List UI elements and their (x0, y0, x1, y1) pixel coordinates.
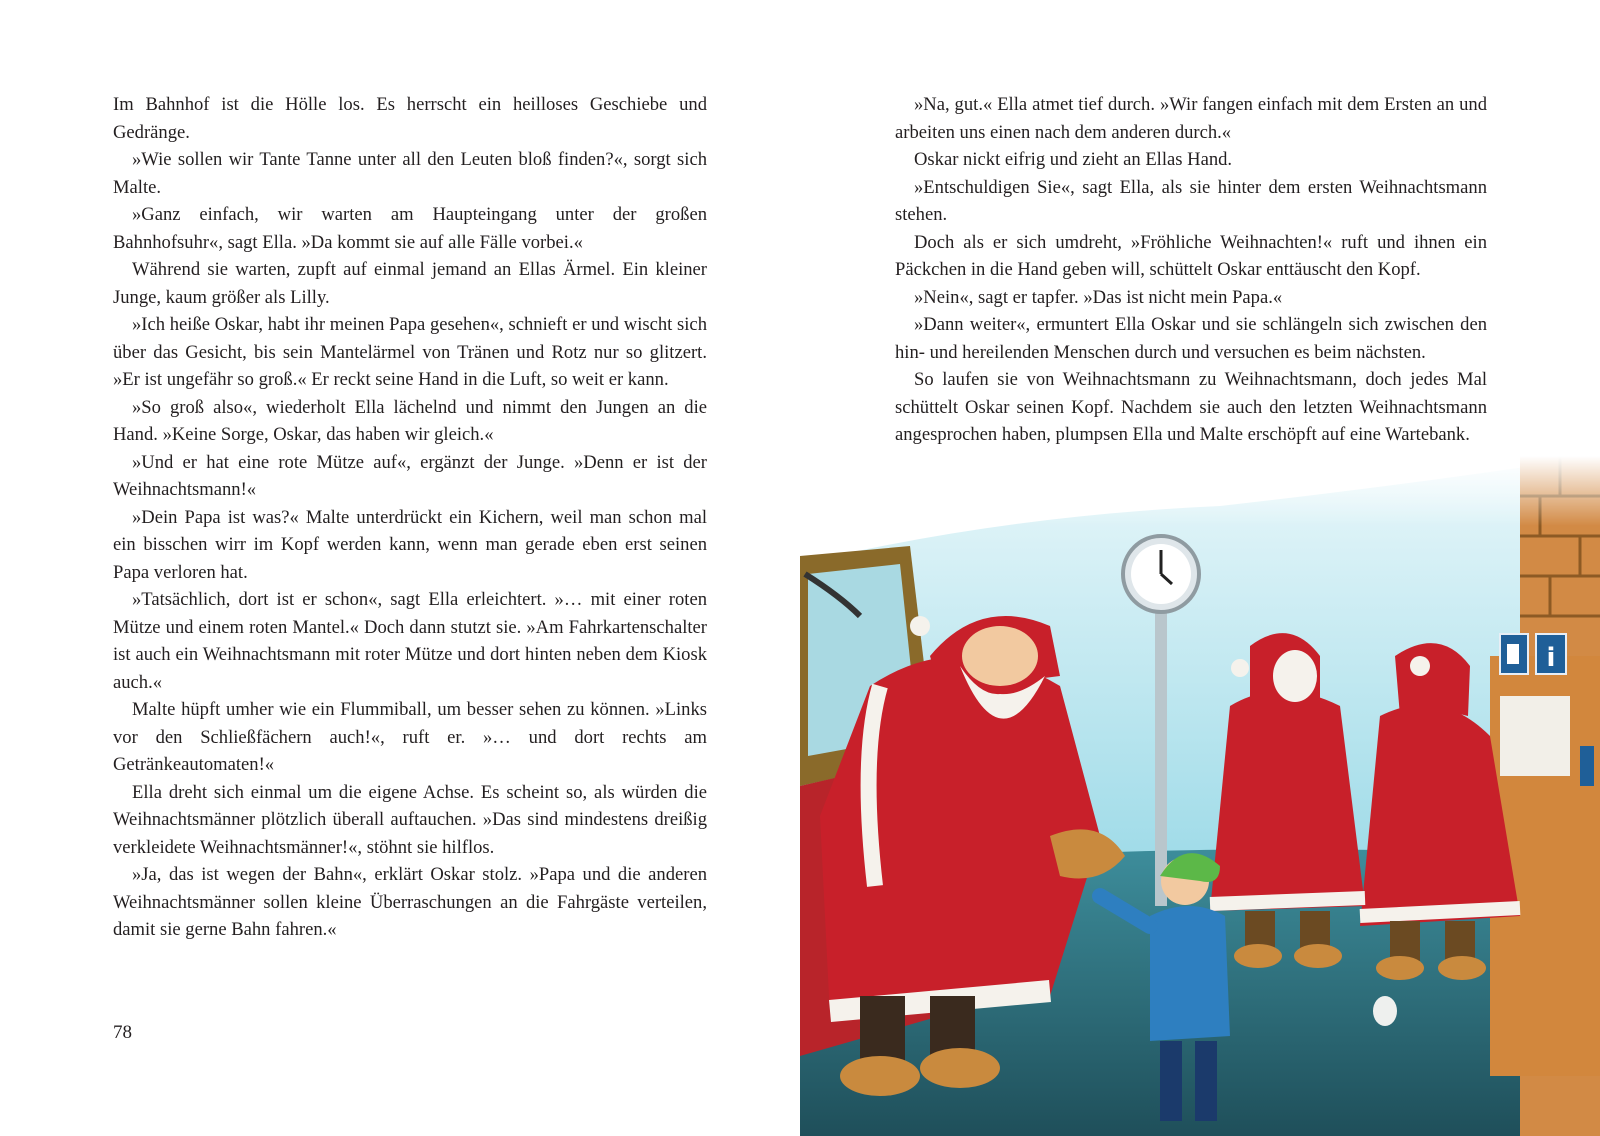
paragraph: »Dein Papa ist was?« Malte unterdrückt ein Kichern, weil man schon mal ein bisschen wirr im Kopf werden kann, wenn man gerade eben erst seinen Papa verloren hat. (113, 506, 707, 583)
paragraph: »Ja, das ist wegen der Bahn«, erklärt Oskar stolz. »Papa und die anderen Weihnachtsmänner sollen kleine Überraschungen an die Fahrgäste verteilen, damit sie gerne Bahn fahren.« (113, 864, 707, 940)
paragraph: »Dann weiter«, ermuntert Ella Oskar und sie schlängeln sich zwischen den hin- und hereilenden Menschen durch und versuchen es beim nächsten. (895, 314, 1487, 363)
paragraph: »Ich heiße Oskar, habt ihr meinen Papa gesehen«, schnieft er und wischt sich über das Gesicht, bis sein Mantelärmel von Tränen und Rotz nur so glitzert. »Er ist ungefähr so groß.« Er reckt seine Hand in die Luft, so weit er kann. (113, 314, 707, 390)
paragraph: Malte hüpft umher wie ein Flummiball, um besser sehen zu können. »Links vor den Schließfächern auch!«, ruft er. »… und dort rechts am Getränkeautomaten!« (113, 699, 707, 775)
right-page-text (895, 91, 1487, 449)
paragraph: So laufen sie von Weihnachtsmann zu Weihnachtsmann, doch jedes Mal schüttelt Oskar seinen Kopf. Nachdem sie auch den letzten Weihnachtsmann angesprochen haben, plumpsen Ella und Malte erschöpft auf eine Wartebank. (895, 369, 1487, 445)
paragraph: »Und er hat eine rote Mütze auf«, ergänzt der Junge. »Denn er ist der Weihnachtsmann!« (113, 451, 707, 500)
paragraph: Oskar nickt eifrig und zieht an Ellas Hand. (914, 149, 1233, 170)
paragraph: »Ganz einfach, wir warten am Haupteingang unter der großen Bahnhofsuhr«, sagt Ella. »Da kommt sie auf alle Fälle vorbei.« (113, 204, 707, 253)
paragraph: »Tatsächlich, dort ist er schon«, sagt Ella erleichtert. »… mit einer roten Mütze und einem roten Mantel.« Doch dann stutzt sie. »Am Fahrkartenschalter ist auch ein Weihnachtsmann mit roter Mütze und dort hinten neben dem Kiosk auch.« (113, 589, 707, 693)
station-illustration (800, 456, 1600, 1136)
paragraph: »Entschuldigen Sie«, sagt Ella, als sie hinter dem ersten Weihnachtsmann stehen. (895, 176, 1487, 225)
paragraph: Während sie warten, zupft auf einmal jemand an Ellas Ärmel. Ein kleiner Junge, kaum größer als Lilly. (113, 259, 707, 308)
pigeon (1373, 996, 1397, 1026)
left-page-text (113, 91, 707, 944)
page-number: 78 (113, 1022, 132, 1043)
info-icon: i (1546, 643, 1556, 673)
paragraph: »Nein«, sagt er tapfer. »Das ist nicht mein Papa.« (914, 286, 1283, 308)
paragraph: Doch als er sich umdreht, »Fröhliche Weihnachten!« ruft und ihnen ein Päckchen in die Hand geben will, schüttelt Oskar enttäuscht den Kopf. (895, 231, 1487, 280)
paragraph: »So groß also«, wiederholt Ella lächelnd und nimmt den Jungen an die Hand. »Keine Sorge, Oskar, das haben wir gleich.« (113, 396, 707, 445)
paragraph: »Wie sollen wir Tante Tanne unter all den Leuten bloß finden?«, sorgt sich Malte. (113, 149, 707, 198)
paragraph: »Na, gut.« Ella atmet tief durch. »Wir fangen einfach mit dem Ersten an und arbeiten uns einen nach dem anderen durch.« (895, 94, 1487, 143)
paragraph: Im Bahnhof ist die Hölle los. Es herrscht ein heilloses Geschiebe und Gedränge. (113, 94, 707, 143)
paragraph: Ella dreht sich einmal um die eigene Achse. Es scheint so, als würden die Weihnachtsmänner plötzlich überall auftauchen. »Das sind mindestens dreißig verkleidete Weihnachtsmänner!«, stöhnt sie hilflos. (113, 781, 707, 858)
